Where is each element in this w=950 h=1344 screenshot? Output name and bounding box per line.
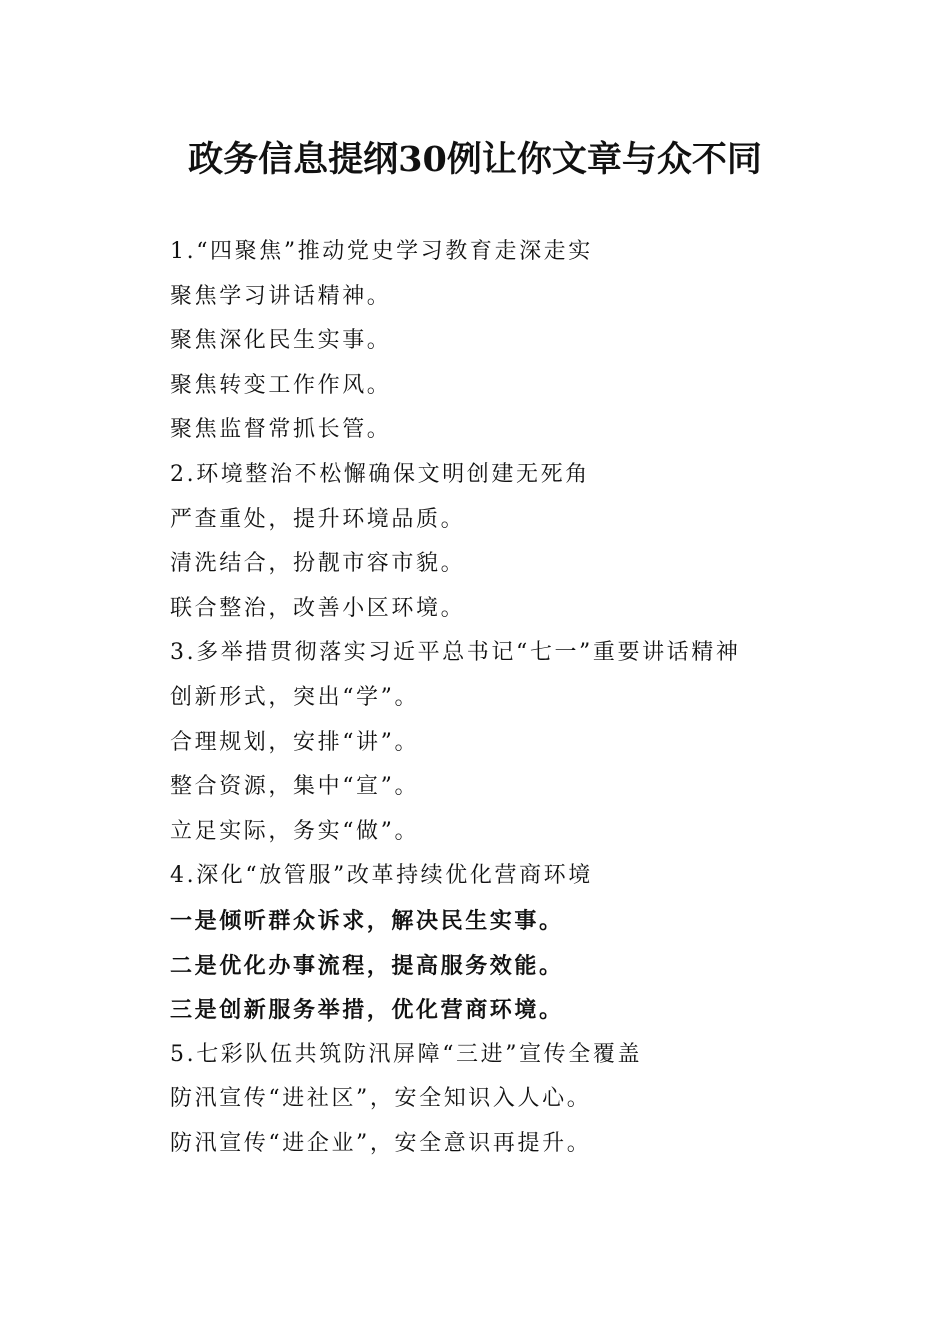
list-item: 聚焦深化民生实事。 (170, 328, 392, 354)
list-item: 三是创新服务举措，优化营商环境。 (170, 997, 564, 1024)
list-item: 合理规划，安排“讲”。 (170, 729, 420, 755)
document-body (170, 230, 890, 1166)
list-item: 清洗结合，扮靓市容市貌。 (170, 551, 466, 577)
list-item: 聚焦转变工作作风。 (170, 372, 392, 398)
section-heading: 1.“四聚焦”推动党史学习教育走深走实 (170, 239, 593, 264)
list-item: 聚焦监督常抓长管。 (170, 417, 392, 443)
section-heading: 3.多举措贯彻落实习近平总书记“七一”重要讲话精神 (170, 640, 741, 666)
section-heading: 4.深化“放管服”改革持续优化营商环境 (170, 863, 593, 889)
list-item: 防汛宣传“进社区”，安全知识入人心。 (170, 1086, 592, 1112)
list-item: 整合资源，集中“宣”。 (170, 774, 420, 800)
list-item: 防汛宣传“进企业”，安全意识再提升。 (170, 1130, 592, 1156)
list-item: 聚焦学习讲话精神。 (170, 283, 392, 309)
page-title: 政务信息提纲30例让你文章与众不同 (188, 139, 762, 180)
list-item: 严查重处，提升环境品质。 (170, 506, 466, 532)
section-heading: 5.七彩队伍共筑防汛屏障“三进”宣传全覆盖 (170, 1041, 643, 1067)
list-item: 二是优化办事流程，提高服务效能。 (170, 952, 564, 979)
list-item: 一是倾听群众诉求，解决民生实事。 (170, 907, 564, 934)
list-item: 立足实际，务实“做”。 (170, 818, 420, 844)
section-heading: 2.环境整治不松懈确保文明创建无死角 (170, 461, 590, 487)
list-item: 创新形式，突出“学”。 (170, 684, 420, 710)
list-item: 联合整治，改善小区环境。 (170, 595, 466, 621)
